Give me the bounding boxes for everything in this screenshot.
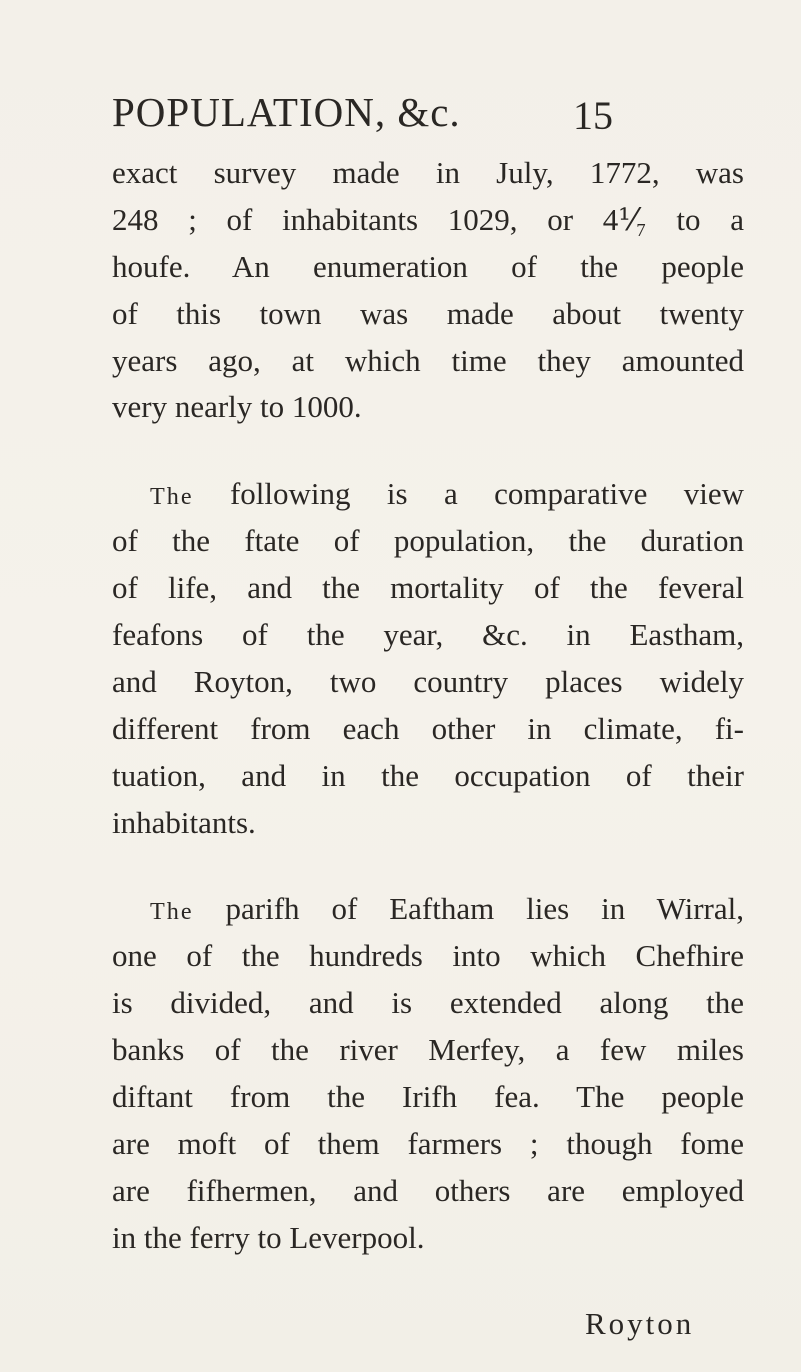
paragraph-lead: The [150, 483, 194, 511]
catchword: Royton [585, 1306, 695, 1341]
text-line: in the ferry to Leverpool. [112, 1219, 425, 1255]
text-line: are fifhermen, and others are employed [112, 1172, 744, 1208]
paragraph-3 [112, 886, 744, 1261]
text-line: one of the hundreds into which Chefhire [112, 938, 744, 974]
text-line: feafons of the year, &c. in Eastham, [112, 617, 744, 653]
text-line: diftant from the Irifh fea. The people [112, 1079, 744, 1115]
text-line: and Royton, two country places widely [112, 663, 744, 699]
text-line [112, 886, 744, 933]
text-line: 248 ; of inhabitants 1029, or 4⅟₇ to a [112, 201, 744, 237]
text-line: of the ftate of population, the duration [112, 523, 744, 559]
text-line: of this town was made about twenty [112, 295, 744, 331]
text-line: inhabitants. [112, 804, 256, 840]
text-line: is divided, and is extended along the [112, 985, 744, 1021]
body-text [112, 150, 744, 1262]
text-line: exact survey made in July, 1772, was [112, 155, 744, 190]
running-head: POPULATION, &c. [112, 89, 461, 135]
text-line: tuation, and in the occupation of their [112, 757, 744, 793]
text-line: different from each other in climate, fi- [112, 710, 744, 746]
text-line: houfe. An enumeration of the people [112, 248, 744, 284]
text-line: banks of the river Merfey, a few miles [112, 1032, 744, 1068]
text-line-rest: parifh of Eaftham lies in Wirral, [193, 891, 744, 927]
paragraph-2 [112, 471, 744, 846]
paragraph-lead: The [150, 898, 194, 926]
text-line: very nearly to 1000. [112, 389, 362, 425]
text-line: years ago, at which time they amounted [112, 342, 744, 378]
page-number: 15 [573, 93, 613, 138]
text-line: are moft of them farmers ; though fome [112, 1125, 744, 1161]
paragraph-1 [112, 150, 744, 431]
text-line: of life, and the mortality of the feveral [112, 570, 744, 606]
text-line-rest: following is a comparative view [193, 476, 744, 512]
text-line [112, 471, 744, 518]
page-header [112, 88, 712, 148]
